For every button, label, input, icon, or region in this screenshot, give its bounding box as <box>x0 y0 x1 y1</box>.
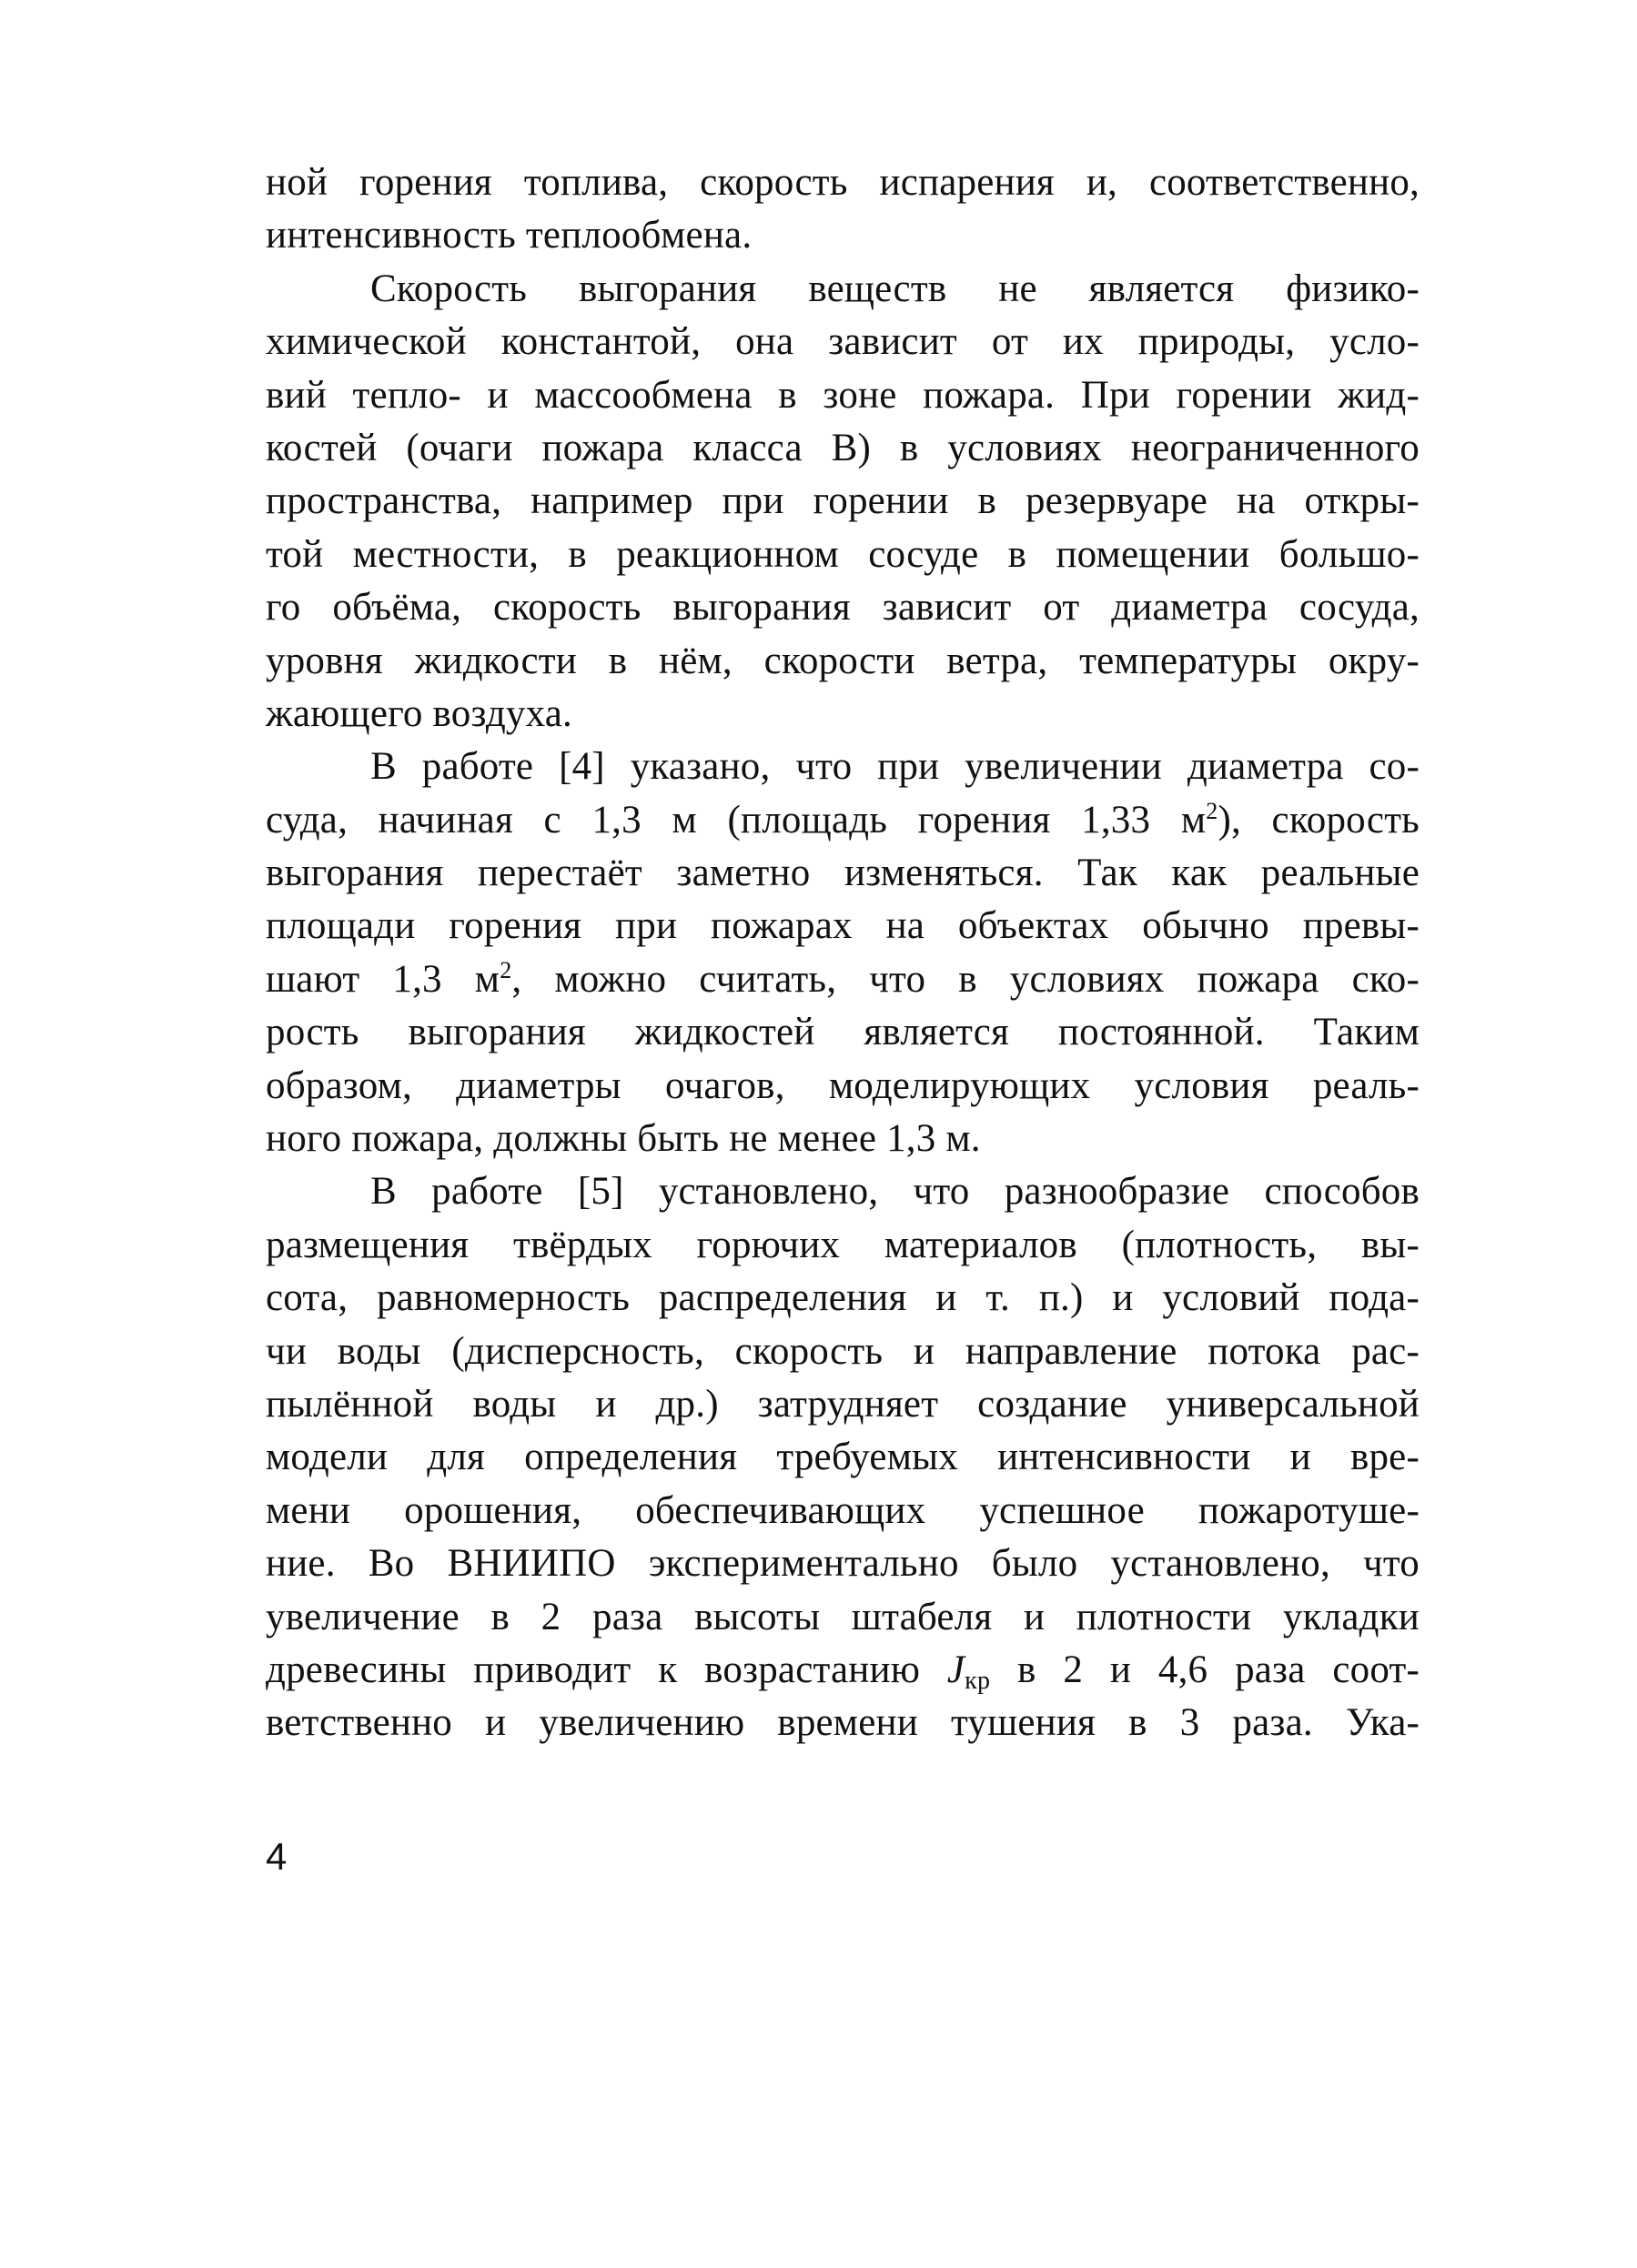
text-line: ного пожара, должны быть не менее 1,3 м. <box>266 1117 981 1161</box>
text-line: модели для определения требуемых интенсивности и вре- <box>266 1436 1420 1479</box>
subscript: кр <box>965 1666 991 1695</box>
text-line: костей (очаги пожара класса В) в условиях неограниченного <box>266 426 1420 469</box>
text-line: химической константой, она зависит от их природы, усло- <box>266 320 1420 364</box>
text-line: выгорания перестаёт заметно изменяться. Так как реальные <box>266 852 1420 895</box>
superscript: 2 <box>1206 797 1218 824</box>
paragraph-first-line: В работе [5] установлено, что разнообразие способов <box>370 1170 1420 1214</box>
text-line: увеличение в 2 раза высоты штабеля и плотности укладки <box>266 1595 1420 1638</box>
text-line: той местности, в реакционном сосуде в помещении большо- <box>266 532 1420 576</box>
text-line: размещения твёрдых горючих материалов (плотность, вы- <box>266 1223 1420 1266</box>
text-segment: , можно считать, что в условиях пожара ско- <box>511 957 1420 1001</box>
text-line: чи воды (дисперсность, скорость и направление потока рас- <box>266 1329 1420 1373</box>
body-text <box>266 156 1420 1750</box>
text-line: пылённой воды и др.) затрудняет создание универсальной <box>266 1382 1420 1426</box>
math-symbol: J <box>946 1648 965 1691</box>
text-line-with-superscript <box>266 953 1420 1006</box>
text-line: уровня жидкости в нём, скорости ветра, температуры окру- <box>266 639 1420 682</box>
text-line: рость выгорания жидкостей является постоянной. Таким <box>266 1011 1420 1054</box>
paragraph-first-line: Скорость выгорания веществ не является физико- <box>370 267 1420 310</box>
text-line: го объёма, скорость выгорания зависит от диаметра сосуда, <box>266 586 1420 630</box>
text-line: ние. Во ВНИИПО экспериментально было установлено, что <box>266 1542 1420 1586</box>
text-line: интенсивность теплообмена. <box>266 214 753 257</box>
text-line: мени орошения, обеспечивающих успешное пожаротуше- <box>266 1488 1420 1532</box>
text-segment: древесины приводит к возрастанию <box>266 1648 947 1691</box>
text-segment: в 2 и 4,6 раза соот- <box>990 1648 1420 1691</box>
text-segment: шают 1,3 м <box>266 957 500 1001</box>
text-segment: ), скорость <box>1218 798 1420 842</box>
text-line-with-superscript <box>266 794 1420 847</box>
text-line: жающего воздуха. <box>266 691 572 735</box>
superscript: 2 <box>500 956 512 983</box>
text-line: ной горения топлива, скорость испарения и, соответственно, <box>266 161 1420 204</box>
text-line: площади горения при пожарах на объектах обычно превы- <box>266 904 1420 948</box>
text-line-with-subscript <box>266 1644 1420 1697</box>
page-number: 4 <box>266 1835 288 1878</box>
text-line: сота, равномерность распределения и т. п.) и условий пода- <box>266 1276 1420 1320</box>
text-line: ветственно и увеличению времени тушения в 3 раза. Ука- <box>266 1701 1420 1745</box>
text-line: образом, диаметры очагов, моделирующих условия реаль- <box>266 1063 1420 1107</box>
text-line: вий тепло- и массообмена в зоне пожара. При горении жид- <box>266 373 1420 417</box>
text-line: пространства, например при горении в резервуаре на откры- <box>266 479 1420 523</box>
text-segment: суда, начиная с 1,3 м (площадь горения 1,33 м <box>266 798 1207 842</box>
paragraph-first-line: В работе [4] указано, что при увеличении диаметра со- <box>370 745 1420 789</box>
